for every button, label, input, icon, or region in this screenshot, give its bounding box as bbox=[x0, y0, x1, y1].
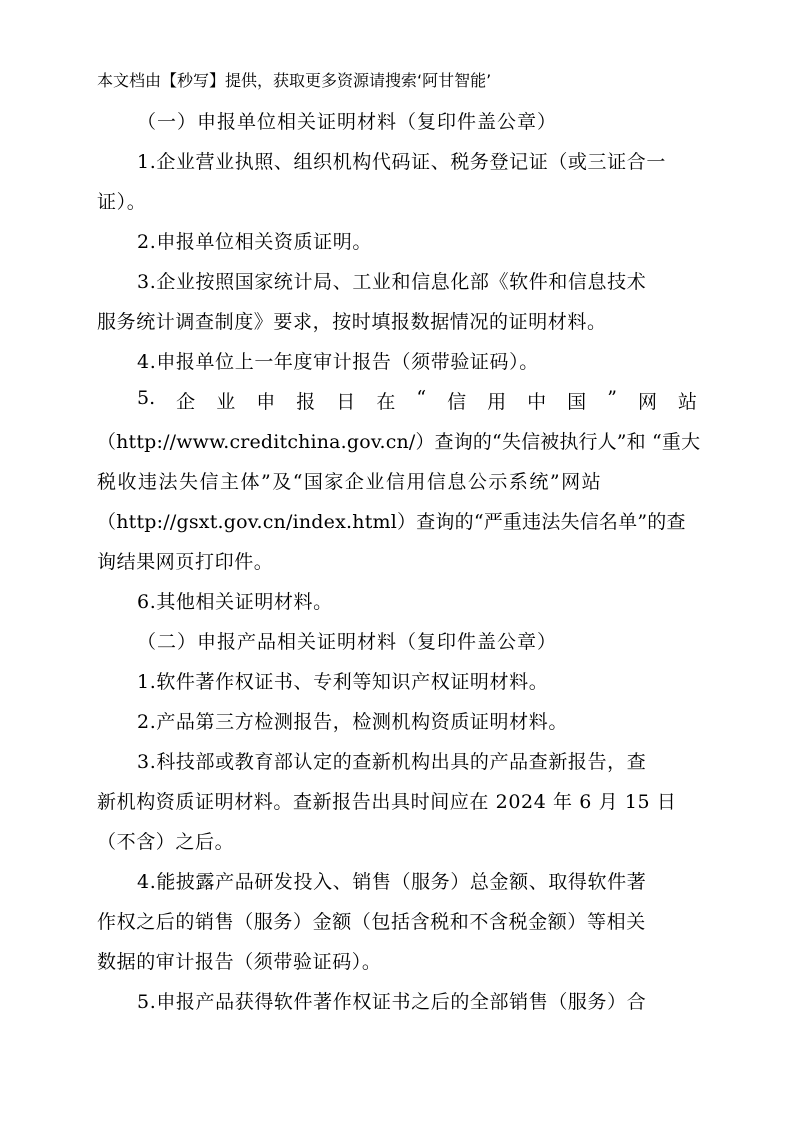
s1-item-5-line-4: （http://gsxt.gov.cn/index.html）查询的“严重违法失信名单”的查 bbox=[97, 511, 686, 533]
s2-item-1: 1.软件著作权证书、专利等知识产权证明材料。 bbox=[137, 671, 549, 693]
char: 日 bbox=[336, 391, 356, 413]
s2-item-4-line-2: 作权之后的销售（服务）金额（包括含税和不含税金额）等相关 bbox=[97, 911, 646, 933]
s1-item-3-line-2: 服务统计调查制度》要求，按时填报数据情况的证明材料。 bbox=[97, 311, 607, 333]
char: 报 bbox=[296, 391, 316, 413]
char: 在 bbox=[376, 391, 396, 413]
char: 信 bbox=[447, 391, 467, 413]
char: 用 bbox=[487, 391, 507, 413]
char: 中 bbox=[527, 391, 547, 413]
section-1-heading: （一）申报单位相关证明材料（复印件盖公章） bbox=[137, 111, 558, 133]
section-2-heading: （二）申报产品相关证明材料（复印件盖公章） bbox=[137, 631, 558, 653]
s1-item-3-line-1: 3.企业按照国家统计局、工业和信息化部《软件和信息技术 bbox=[137, 271, 647, 293]
char: 5. bbox=[137, 387, 156, 409]
char: 国 bbox=[567, 391, 587, 413]
char: 业 bbox=[216, 391, 236, 413]
s1-item-6: 6.其他相关证明材料。 bbox=[137, 591, 333, 613]
s1-item-5-line-1 bbox=[137, 387, 697, 414]
s1-item-5-line-2: （http://www.creditchina.gov.cn/）查询的“失信被执行人”和 “重大 bbox=[97, 431, 701, 453]
s2-item-2: 2.产品第三方检测报告，检测机构资质证明材料。 bbox=[137, 711, 568, 733]
s2-item-4-line-1: 4.能披露产品研发投入、销售（服务）总金额、取得软件著 bbox=[137, 871, 647, 893]
char: 企 bbox=[176, 391, 196, 413]
s1-item-1-line-2: 证）。 bbox=[97, 191, 147, 213]
s1-item-5-line-5: 询结果网页打印件。 bbox=[97, 551, 274, 573]
s2-item-3-line-1: 3.科技部或教育部认定的查新机构出具的产品查新报告，查 bbox=[137, 751, 647, 773]
watermark-text: 本文档由【秒写】提供，获取更多资源请搜索‘阿甘智能’ bbox=[97, 71, 492, 90]
char: ” bbox=[607, 387, 617, 409]
s1-item-4: 4.申报单位上一年度审计报告（须带验证码）。 bbox=[137, 351, 539, 373]
s1-item-2: 2.申报单位相关资质证明。 bbox=[137, 231, 372, 253]
s1-item-1-line-1: 1.企业营业执照、组织机构代码证、税务登记证（或三证合一 bbox=[137, 151, 666, 173]
char: “ bbox=[416, 387, 427, 409]
s1-item-5-line-3: 税收违法失信主体”及“国家企业信用信息公示系统”网站 bbox=[97, 471, 603, 493]
char: 申 bbox=[256, 391, 276, 413]
s2-item-5-line-1: 5.申报产品获得软件著作权证书之后的全部销售（服务）合 bbox=[137, 991, 647, 1013]
char: 网 bbox=[637, 391, 657, 413]
char: 站 bbox=[677, 391, 697, 413]
s2-item-4-line-3: 数据的审计报告（须带验证码）。 bbox=[97, 951, 382, 973]
s2-item-3-line-2: 新机构资质证明材料。查新报告出具时间应在 2024 年 6 月 15 日 bbox=[97, 791, 677, 813]
s2-item-3-line-3: （不含）之后。 bbox=[97, 831, 235, 853]
